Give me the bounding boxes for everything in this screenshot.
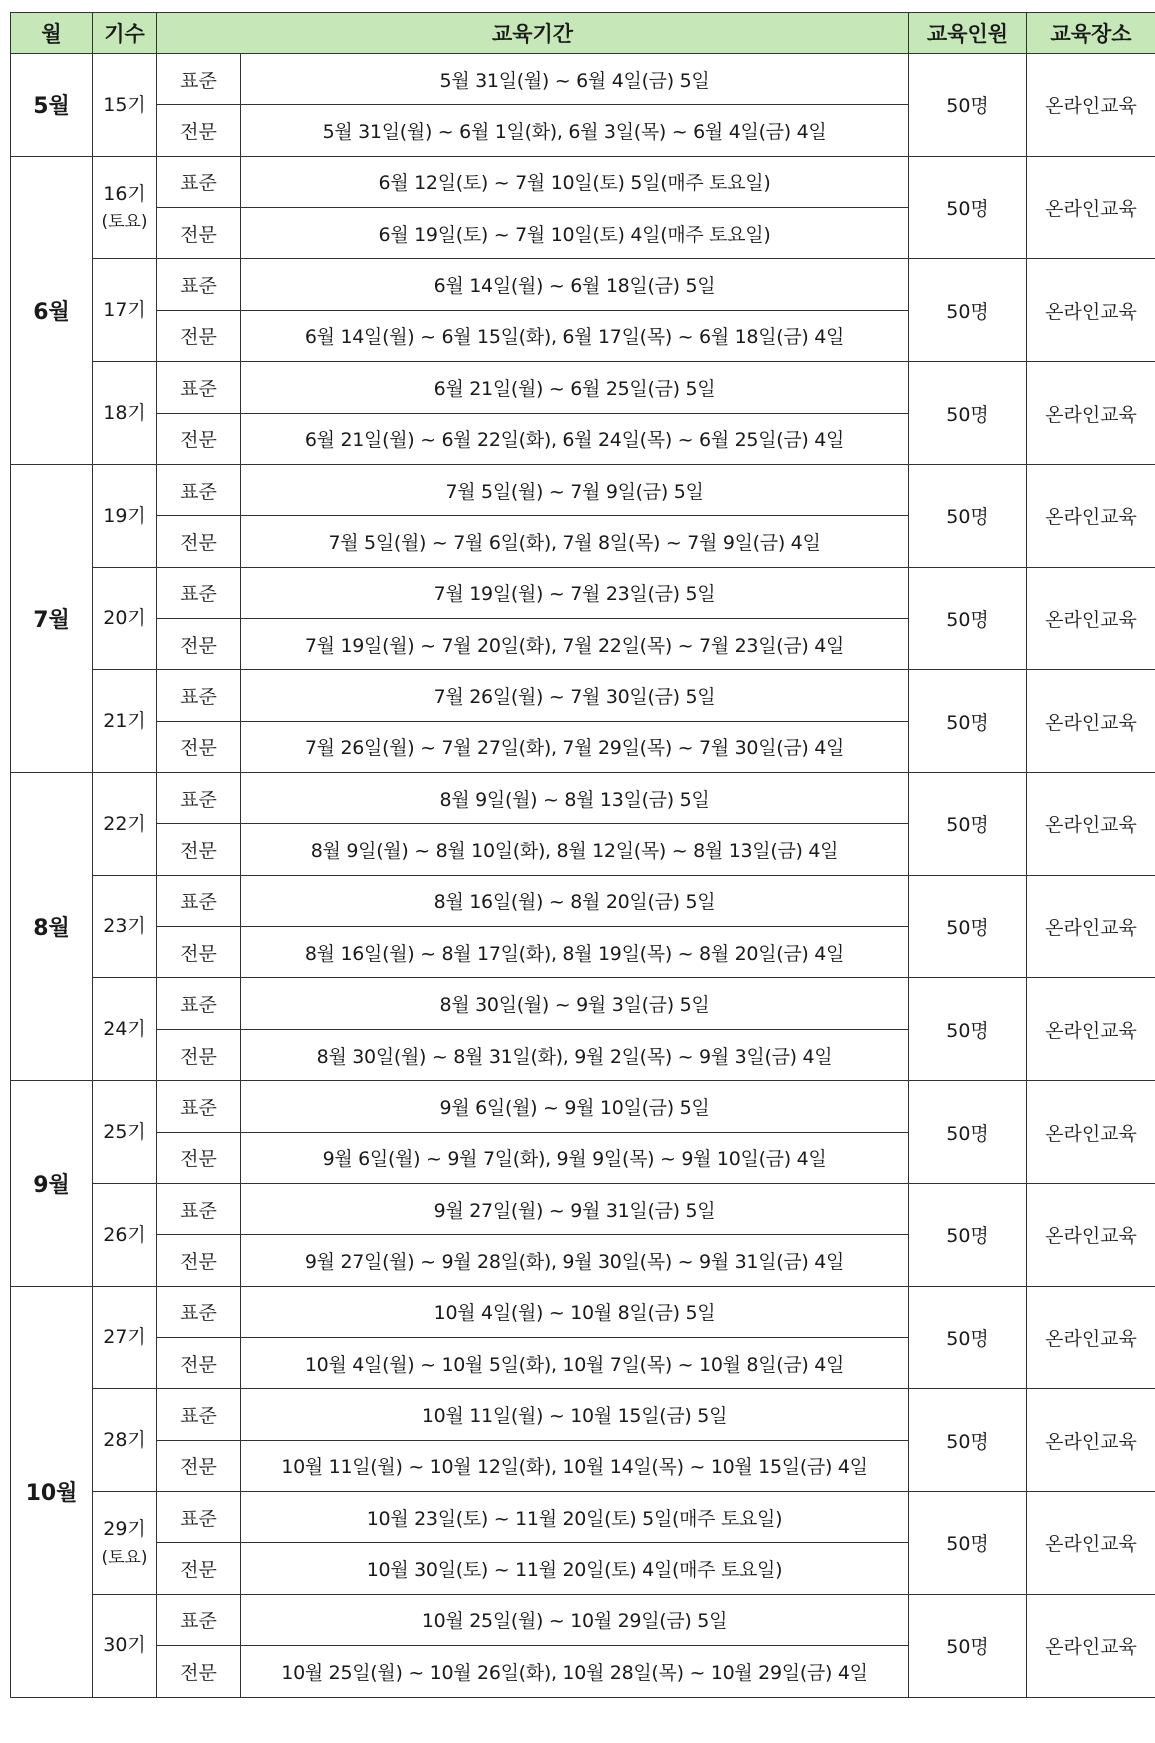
period-cell: 8월 16일(월) ~ 8월 20일(금) 5일 [241,875,909,926]
header-count: 교육인원 [909,13,1027,54]
place-cell: 온라인교육 [1027,1183,1155,1286]
cohort-cell [93,1389,157,1492]
table-row [11,1594,1155,1645]
course-type-cell: 표준 [157,1286,241,1337]
month-cell: 10월 [11,1286,93,1697]
cohort-name: 25기 [103,1120,146,1143]
course-type-cell: 전문 [157,721,241,772]
count-cell: 50명 [909,1594,1027,1697]
course-type-cell: 표준 [157,362,241,413]
cohort-cell [93,978,157,1081]
course-type-cell: 표준 [157,259,241,310]
table-row [11,773,1155,824]
cohort-name: 24기 [103,1018,146,1041]
period-cell: 10월 11일(월) ~ 10월 15일(금) 5일 [241,1389,909,1440]
cohort-cell [93,259,157,362]
cohort-cell [93,156,157,259]
place-cell: 온라인교육 [1027,1286,1155,1389]
course-type-cell: 전문 [157,516,241,567]
period-cell: 6월 14일(월) ~ 6월 15일(화), 6월 17일(목) ~ 6월 18일(금) 4일 [241,310,909,361]
place-cell: 온라인교육 [1027,1081,1155,1184]
period-cell: 7월 26일(월) ~ 7월 30일(금) 5일 [241,670,909,721]
cohort-cell [93,1286,157,1389]
count-cell: 50명 [909,1081,1027,1184]
period-cell: 8월 30일(월) ~ 9월 3일(금) 5일 [241,978,909,1029]
course-type-cell: 표준 [157,773,241,824]
count-cell: 50명 [909,1183,1027,1286]
course-type-cell: 표준 [157,1183,241,1234]
table-row [11,1286,1155,1337]
place-cell: 온라인교육 [1027,1492,1155,1595]
course-type-cell: 전문 [157,1337,241,1388]
table-row [11,362,1155,413]
table-row [11,464,1155,515]
cohort-name: 27기 [103,1326,146,1349]
cohort-name: 23기 [103,915,146,938]
place-cell: 온라인교육 [1027,567,1155,670]
cohort-sub-label: (토요) [101,1547,148,1568]
place-cell: 온라인교육 [1027,362,1155,465]
course-type-cell: 전문 [157,618,241,669]
cohort-cell [93,1492,157,1595]
header-row [11,13,1155,54]
place-cell: 온라인교육 [1027,875,1155,978]
count-cell: 50명 [909,1286,1027,1389]
cohort-cell [93,875,157,978]
count-cell: 50명 [909,259,1027,362]
table-row [11,156,1155,207]
period-cell: 8월 9일(월) ~ 8월 10일(화), 8월 12일(목) ~ 8월 13일(금) 4일 [241,824,909,875]
cohort-cell [93,1183,157,1286]
count-cell: 50명 [909,362,1027,465]
count-cell: 50명 [909,54,1027,157]
course-type-cell: 전문 [157,824,241,875]
period-cell: 7월 19일(월) ~ 7월 20일(화), 7월 22일(목) ~ 7월 23일(금) 4일 [241,618,909,669]
table-row [11,54,1155,105]
course-type-cell: 표준 [157,978,241,1029]
count-cell: 50명 [909,156,1027,259]
place-cell: 온라인교육 [1027,670,1155,773]
table-body [11,54,1155,1698]
table-row [11,1081,1155,1132]
course-type-cell: 전문 [157,413,241,464]
course-type-cell: 전문 [157,1132,241,1183]
month-cell: 5월 [11,54,93,157]
course-type-cell: 표준 [157,1492,241,1543]
count-cell: 50명 [909,1389,1027,1492]
course-type-cell: 전문 [157,310,241,361]
period-cell: 10월 25일(월) ~ 10월 26일(화), 10월 28일(목) ~ 10월 29일(금) 4일 [241,1646,909,1697]
place-cell: 온라인교육 [1027,156,1155,259]
month-cell: 7월 [11,464,93,772]
cohort-name: 16기 [103,182,146,205]
place-cell: 온라인교육 [1027,464,1155,567]
table-row [11,875,1155,926]
table-row [11,259,1155,310]
cohort-name: 22기 [103,812,146,835]
month-cell: 8월 [11,773,93,1081]
count-cell: 50명 [909,670,1027,773]
period-cell: 10월 30일(토) ~ 11월 20일(토) 4일(매주 토요일) [241,1543,909,1594]
course-type-cell: 전문 [157,1235,241,1286]
period-cell: 5월 31일(월) ~ 6월 4일(금) 5일 [241,54,909,105]
period-cell: 6월 14일(월) ~ 6월 18일(금) 5일 [241,259,909,310]
cohort-name: 26기 [103,1223,146,1246]
cohort-name: 18기 [103,401,146,424]
course-type-cell: 전문 [157,1029,241,1080]
course-type-cell: 전문 [157,927,241,978]
period-cell: 10월 4일(월) ~ 10월 5일(화), 10월 7일(목) ~ 10월 8일(금) 4일 [241,1337,909,1388]
period-cell: 6월 21일(월) ~ 6월 22일(화), 6월 24일(목) ~ 6월 25일(금) 4일 [241,413,909,464]
count-cell: 50명 [909,567,1027,670]
course-type-cell: 표준 [157,54,241,105]
period-cell: 6월 21일(월) ~ 6월 25일(금) 5일 [241,362,909,413]
period-cell: 9월 27일(월) ~ 9월 28일(화), 9월 30일(목) ~ 9월 31일(금) 4일 [241,1235,909,1286]
table-row [11,670,1155,721]
period-cell: 6월 12일(토) ~ 7월 10일(토) 5일(매주 토요일) [241,156,909,207]
cohort-cell [93,362,157,465]
period-cell: 6월 19일(토) ~ 7월 10일(토) 4일(매주 토요일) [241,208,909,259]
course-type-cell: 표준 [157,670,241,721]
cohort-cell [93,1081,157,1184]
header-place: 교육장소 [1027,13,1155,54]
education-schedule-table [10,12,1155,1698]
table-row [11,1389,1155,1440]
month-cell: 6월 [11,156,93,464]
table-row [11,978,1155,1029]
count-cell: 50명 [909,1492,1027,1595]
cohort-name: 29기 [103,1518,146,1541]
cohort-name: 28기 [103,1429,146,1451]
course-type-cell: 표준 [157,1389,241,1440]
table-row [11,1492,1155,1543]
course-type-cell: 표준 [157,1594,241,1645]
course-type-cell: 전문 [157,1440,241,1491]
cohort-cell [93,670,157,773]
period-cell: 9월 6일(월) ~ 9월 10일(금) 5일 [241,1081,909,1132]
place-cell: 온라인교육 [1027,259,1155,362]
period-cell: 10월 25일(월) ~ 10월 29일(금) 5일 [241,1594,909,1645]
period-cell: 10월 23일(토) ~ 11월 20일(토) 5일(매주 토요일) [241,1492,909,1543]
cohort-name: 30기 [103,1634,146,1657]
header-period: 교육기간 [157,13,909,54]
period-cell: 10월 11일(월) ~ 10월 12일(화), 10월 14일(목) ~ 10월 15일(금) 4일 [241,1440,909,1491]
month-cell: 9월 [11,1081,93,1286]
table-header [11,13,1155,54]
cohort-sub-label: (토요) [101,212,148,233]
count-cell: 50명 [909,773,1027,876]
course-type-cell: 표준 [157,464,241,515]
table-row [11,1183,1155,1234]
period-cell: 8월 30일(월) ~ 8월 31일(화), 9월 2일(목) ~ 9월 3일(금) 4일 [241,1029,909,1080]
count-cell: 50명 [909,875,1027,978]
header-cohort: 기수 [93,13,157,54]
course-type-cell: 표준 [157,567,241,618]
place-cell: 온라인교육 [1027,1389,1155,1492]
cohort-name: 19기 [103,504,146,527]
cohort-cell [93,464,157,567]
place-cell: 온라인교육 [1027,1594,1155,1697]
cohort-cell [93,773,157,876]
cohort-name: 17기 [103,299,146,322]
period-cell: 7월 19일(월) ~ 7월 23일(금) 5일 [241,567,909,618]
cohort-name: 20기 [103,607,146,630]
period-cell: 8월 9일(월) ~ 8월 13일(금) 5일 [241,773,909,824]
place-cell: 온라인교육 [1027,773,1155,876]
course-type-cell: 표준 [157,1081,241,1132]
place-cell: 온라인교육 [1027,54,1155,157]
period-cell: 10월 4일(월) ~ 10월 8일(금) 5일 [241,1286,909,1337]
cohort-name: 21기 [103,709,146,732]
course-type-cell: 전문 [157,1646,241,1697]
course-type-cell: 표준 [157,156,241,207]
place-cell: 온라인교육 [1027,978,1155,1081]
cohort-cell [93,1594,157,1697]
course-type-cell: 전문 [157,208,241,259]
cohort-name: 15기 [103,93,146,116]
period-cell: 8월 16일(월) ~ 8월 17일(화), 8월 19일(목) ~ 8월 20일(금) 4일 [241,927,909,978]
period-cell: 5월 31일(월) ~ 6월 1일(화), 6월 3일(목) ~ 6월 4일(금) 4일 [241,105,909,156]
cohort-cell [93,54,157,157]
header-month: 월 [11,13,93,54]
count-cell: 50명 [909,464,1027,567]
cohort-cell [93,567,157,670]
course-type-cell: 전문 [157,105,241,156]
period-cell: 7월 26일(월) ~ 7월 27일(화), 7월 29일(목) ~ 7월 30일(금) 4일 [241,721,909,772]
period-cell: 9월 27일(월) ~ 9월 31일(금) 5일 [241,1183,909,1234]
course-type-cell: 전문 [157,1543,241,1594]
period-cell: 7월 5일(월) ~ 7월 6일(화), 7월 8일(목) ~ 7월 9일(금) 4일 [241,516,909,567]
course-type-cell: 표준 [157,875,241,926]
count-cell: 50명 [909,978,1027,1081]
table-row [11,567,1155,618]
period-cell: 7월 5일(월) ~ 7월 9일(금) 5일 [241,464,909,515]
period-cell: 9월 6일(월) ~ 9월 7일(화), 9월 9일(목) ~ 9월 10일(금) 4일 [241,1132,909,1183]
